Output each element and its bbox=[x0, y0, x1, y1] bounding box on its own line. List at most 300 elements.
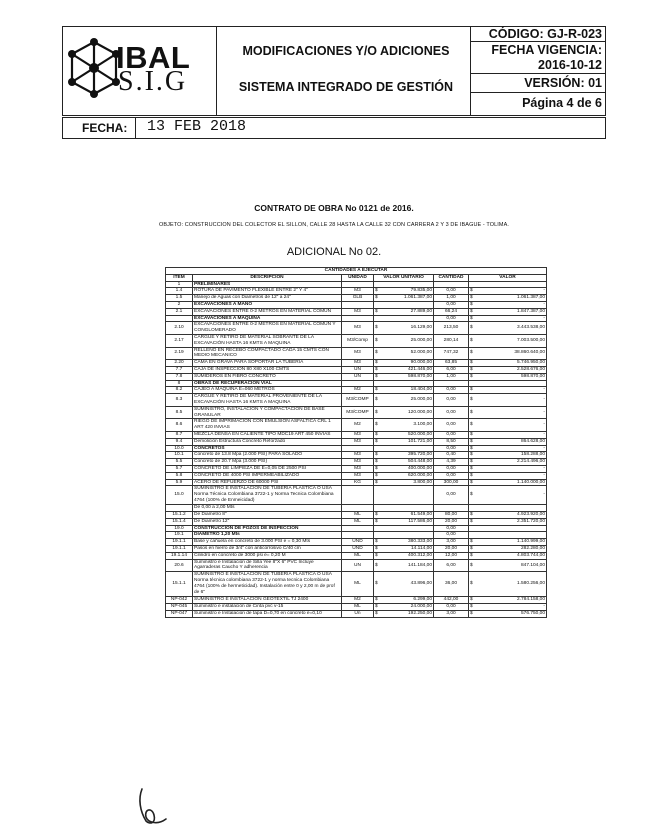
item-unit: KG bbox=[342, 479, 374, 486]
item-unit: M2 bbox=[342, 387, 374, 394]
currency-symbol: $ bbox=[375, 459, 378, 465]
item-unit-price bbox=[374, 431, 434, 438]
item-description: RELLENO EN RECEBO COMPACTADO CADA 15 CMTS CON MEDIO MECANICO bbox=[193, 347, 342, 360]
currency-symbol: $ bbox=[375, 562, 378, 568]
item-total bbox=[469, 505, 547, 512]
unit-price-value: 16.129,00 bbox=[410, 325, 432, 331]
item-unit-price bbox=[374, 610, 434, 617]
currency-symbol: $ bbox=[470, 373, 473, 379]
column-header: ITEM bbox=[166, 274, 193, 281]
unit-price-value: 117.586,00 bbox=[408, 518, 432, 524]
item-unit bbox=[342, 525, 374, 532]
item-unit-price bbox=[374, 281, 434, 288]
item-code: 5.9 bbox=[166, 479, 193, 486]
table-row bbox=[166, 472, 547, 479]
currency-symbol: $ bbox=[375, 479, 378, 485]
date-label: FECHA: bbox=[82, 121, 128, 135]
item-quantity: 0,00 bbox=[434, 301, 469, 308]
currency-symbol: $ bbox=[470, 597, 473, 603]
item-code: 8 bbox=[166, 380, 193, 387]
item-description: EXCAVACIONES ENTRE 0-2 METROS EN MATERIAL COMUN Y CONGLOMERADO bbox=[193, 322, 342, 335]
unit-price-value: 61.549,00 bbox=[410, 512, 432, 518]
currency-symbol: $ bbox=[375, 472, 378, 478]
unit-price-value: 24.000,00 bbox=[410, 604, 432, 610]
currency-symbol: $ bbox=[470, 350, 473, 356]
currency-symbol: $ bbox=[375, 597, 378, 603]
item-quantity: 1,00 bbox=[434, 295, 469, 302]
item-quantity: 0,00 bbox=[434, 394, 469, 407]
item-unit-price bbox=[374, 301, 434, 308]
item-code: NP-047 bbox=[166, 610, 193, 617]
item-unit-price bbox=[374, 288, 434, 295]
table-row bbox=[166, 559, 547, 572]
unit-price-value: 27.889,00 bbox=[410, 308, 432, 314]
item-code: NP-042 bbox=[166, 597, 193, 604]
item-description: Suministro e Instalacion de tapa D=0,70 en concreto e=0,10 bbox=[193, 610, 342, 617]
item-unit-price bbox=[374, 505, 434, 512]
item-total bbox=[469, 597, 547, 604]
contract-number: CONTRATO DE OBRA No 0121 de 2016. bbox=[254, 203, 414, 213]
item-unit-price bbox=[374, 308, 434, 315]
item-quantity: 4,39 bbox=[434, 459, 469, 466]
table-row bbox=[166, 347, 547, 360]
currency-symbol: $ bbox=[470, 431, 473, 437]
table-row bbox=[166, 546, 547, 553]
item-unit: M3 bbox=[342, 322, 374, 335]
unit-price-value: 25.000,00 bbox=[410, 337, 432, 343]
unit-price-value: 421.446,00 bbox=[407, 366, 432, 372]
total-value: 2.351.720,00 bbox=[516, 518, 545, 524]
item-description: CAMA EN GRAVA PARA SOPORTAR LA TUBERIA bbox=[193, 360, 342, 367]
currency-symbol: $ bbox=[470, 422, 473, 428]
item-unit-price bbox=[374, 525, 434, 532]
item-quantity: 0,00 bbox=[434, 465, 469, 472]
item-code: 2.17 bbox=[166, 334, 193, 347]
item-unit-price bbox=[374, 315, 434, 322]
item-total bbox=[469, 445, 547, 452]
item-unit: UN bbox=[342, 559, 374, 572]
item-description: ACERO DE REFUERZO DE 60000 PSI bbox=[193, 479, 342, 486]
unit-price-value: 620.000,00 bbox=[407, 472, 432, 478]
table-row bbox=[166, 315, 547, 322]
item-code: 7.8 bbox=[166, 373, 193, 380]
table-row bbox=[166, 539, 547, 546]
item-total bbox=[469, 380, 547, 387]
item-unit: M3 bbox=[342, 431, 374, 438]
total-value: - bbox=[543, 288, 545, 294]
item-code bbox=[166, 505, 193, 512]
item-quantity: 0,00 bbox=[434, 445, 469, 452]
item-unit-price bbox=[374, 604, 434, 611]
item-total bbox=[469, 459, 547, 466]
table-caption: CANTIDADES A EJECUTAR bbox=[166, 268, 547, 275]
total-value: - bbox=[543, 422, 545, 428]
item-unit bbox=[342, 505, 374, 512]
currency-symbol: $ bbox=[470, 337, 473, 343]
unit-price-value: 52.000,00 bbox=[410, 350, 432, 356]
document-subtitle: SISTEMA INTEGRADO DE GESTIÓN bbox=[238, 80, 454, 94]
table-row bbox=[166, 479, 547, 486]
item-description: CARGUE Y RETIRO DE MATERIAL PROVENIENTE DE LA EXCAVACIÓN HASTA 16 KMTS A MAQUINA bbox=[193, 394, 342, 407]
total-value: 1.061.387,00 bbox=[516, 295, 545, 301]
item-code: 9.4 bbox=[166, 438, 193, 445]
item-unit bbox=[342, 445, 374, 452]
total-value: 864.628,00 bbox=[520, 438, 545, 444]
item-quantity: 12,00 bbox=[434, 552, 469, 559]
item-code: NP-045 bbox=[166, 604, 193, 611]
item-quantity: 8,50 bbox=[434, 438, 469, 445]
item-code: 8.3 bbox=[166, 394, 193, 407]
item-quantity: 213,50 bbox=[434, 322, 469, 335]
table-row bbox=[166, 525, 547, 532]
currency-symbol: $ bbox=[375, 512, 378, 518]
table-row bbox=[166, 486, 547, 505]
item-unit: M3/COMP bbox=[342, 406, 374, 419]
item-quantity: 63,85 bbox=[434, 360, 469, 367]
item-unit bbox=[342, 281, 374, 288]
currency-symbol: $ bbox=[470, 366, 473, 372]
total-value: - bbox=[543, 445, 545, 451]
item-unit-price bbox=[374, 532, 434, 539]
item-unit-price bbox=[374, 406, 434, 419]
total-value: 2.784.158,00 bbox=[516, 597, 545, 603]
unit-price-value: 25.000,00 bbox=[410, 397, 432, 403]
unit-price-value: 6.299,00 bbox=[413, 597, 432, 603]
currency-symbol: $ bbox=[375, 360, 378, 366]
item-unit-price bbox=[374, 366, 434, 373]
unit-price-value: 79.835,00 bbox=[410, 288, 432, 294]
column-header: UNIDAD bbox=[342, 274, 374, 281]
item-quantity: 0,00 bbox=[434, 419, 469, 432]
item-code: 10.1 bbox=[166, 452, 193, 459]
total-value: 1.140.000,00 bbox=[516, 479, 545, 485]
currency-symbol: $ bbox=[470, 472, 473, 478]
currency-symbol: $ bbox=[470, 492, 473, 498]
total-value: 5.746.950,00 bbox=[516, 360, 545, 366]
item-quantity: 36,00 bbox=[434, 572, 469, 597]
handwritten-signature bbox=[136, 785, 170, 827]
currency-symbol: $ bbox=[470, 562, 473, 568]
item-total bbox=[469, 559, 547, 572]
item-total bbox=[469, 486, 547, 505]
currency-symbol: $ bbox=[470, 438, 473, 444]
total-value: 1.847.387,00 bbox=[516, 308, 545, 314]
item-code: 19.1 bbox=[166, 532, 193, 539]
item-total bbox=[469, 472, 547, 479]
item-unit-price bbox=[374, 452, 434, 459]
unit-price-value: 120.000,00 bbox=[407, 409, 432, 415]
item-total bbox=[469, 431, 547, 438]
item-total bbox=[469, 288, 547, 295]
item-unit: Un bbox=[342, 610, 374, 617]
item-code: 5.5 bbox=[166, 459, 193, 466]
item-code: 15.0 bbox=[166, 486, 193, 505]
table-row bbox=[166, 373, 547, 380]
currency-symbol: $ bbox=[470, 581, 473, 587]
table-header-row bbox=[166, 274, 547, 281]
currency-symbol: $ bbox=[470, 397, 473, 403]
table-row bbox=[166, 288, 547, 295]
item-unit-price bbox=[374, 465, 434, 472]
item-quantity: 280,14 bbox=[434, 334, 469, 347]
total-value: - bbox=[543, 301, 545, 307]
currency-symbol: $ bbox=[470, 295, 473, 301]
item-quantity: 0,00 bbox=[434, 406, 469, 419]
item-code: 2.19 bbox=[166, 347, 193, 360]
item-code: 2.10 bbox=[166, 322, 193, 335]
header-divider bbox=[470, 73, 605, 74]
effective-date: 2016-10-12 bbox=[538, 58, 602, 72]
contract-object: OBJETO: CONSTRUCCION DEL COLECTOR EL SILLON, CALLE 28 HASTA LA CALLE 32 CON CARRERA 2 Y 3 DE IBAGUE - TOLIMA. bbox=[159, 222, 509, 228]
table-row bbox=[166, 334, 547, 347]
item-total bbox=[469, 373, 547, 380]
item-unit: UND bbox=[342, 546, 374, 553]
total-value: 598.870,00 bbox=[520, 373, 545, 379]
item-unit bbox=[342, 486, 374, 505]
item-quantity: 1,00 bbox=[434, 373, 469, 380]
currency-symbol: $ bbox=[470, 409, 473, 415]
item-description: Base y cañuela en concreto de 3.000 PSI e = 0,30 Mts bbox=[193, 539, 342, 546]
item-unit-price bbox=[374, 438, 434, 445]
total-value: - bbox=[543, 604, 545, 610]
item-code: 19.1.14 bbox=[166, 552, 193, 559]
item-quantity bbox=[434, 505, 469, 512]
currency-symbol: $ bbox=[375, 422, 378, 428]
item-total bbox=[469, 334, 547, 347]
item-unit-price bbox=[374, 518, 434, 525]
column-header: CANTIDAD bbox=[434, 274, 469, 281]
item-quantity: 0,00 bbox=[434, 387, 469, 394]
logo-subtext: S.I.G bbox=[118, 66, 188, 97]
item-unit-price bbox=[374, 380, 434, 387]
item-total bbox=[469, 301, 547, 308]
unit-price-value: 18.404,00 bbox=[410, 387, 432, 393]
item-total bbox=[469, 604, 547, 611]
item-unit: M3 bbox=[342, 308, 374, 315]
total-value: 3.443.538,00 bbox=[516, 325, 545, 331]
currency-symbol: $ bbox=[470, 512, 473, 518]
item-unit: ML bbox=[342, 604, 374, 611]
item-code: 8.5 bbox=[166, 406, 193, 419]
currency-symbol: $ bbox=[375, 325, 378, 331]
item-code: 19.1.1 bbox=[166, 546, 193, 553]
table-row bbox=[166, 406, 547, 419]
column-header: VALOR bbox=[469, 274, 547, 281]
item-unit: UND bbox=[342, 539, 374, 546]
total-value: 1.580.256,00 bbox=[516, 581, 545, 587]
item-total bbox=[469, 610, 547, 617]
unit-price-value: 14.114,00 bbox=[411, 546, 432, 552]
item-quantity: 0,00 bbox=[434, 431, 469, 438]
currency-symbol: $ bbox=[375, 465, 378, 471]
currency-symbol: $ bbox=[470, 308, 473, 314]
item-total bbox=[469, 518, 547, 525]
currency-symbol: $ bbox=[375, 373, 378, 379]
table-row bbox=[166, 366, 547, 373]
currency-symbol: $ bbox=[470, 518, 473, 524]
total-value: 282.280,00 bbox=[520, 546, 545, 552]
currency-symbol: $ bbox=[470, 604, 473, 610]
item-code: 20.6 bbox=[166, 559, 193, 572]
item-unit-price bbox=[374, 419, 434, 432]
table-row bbox=[166, 459, 547, 466]
header-divider bbox=[470, 41, 605, 42]
table-row bbox=[166, 419, 547, 432]
item-code: 1 bbox=[166, 281, 193, 288]
unit-price-value: 400.000,00 bbox=[407, 465, 432, 471]
currency-symbol: $ bbox=[470, 452, 473, 458]
item-unit: M2 bbox=[342, 597, 374, 604]
addendum-title: ADICIONAL No 02. bbox=[286, 246, 382, 258]
item-description: RIEGO DE IMPRIMACION CON EMULSION ASFALTICA CRL 1 ART 420 INVIAS bbox=[193, 419, 342, 432]
item-unit bbox=[342, 380, 374, 387]
item-description: CAJEO A MAQUINA E=060 METROS bbox=[193, 387, 342, 394]
unit-price-value: 598.870,00 bbox=[407, 373, 432, 379]
item-unit: M3 bbox=[342, 288, 374, 295]
currency-symbol: $ bbox=[375, 604, 378, 610]
item-description: Concreto de 13.8 Mpa (2.000 PSI) PARA SOLADO bbox=[193, 452, 342, 459]
item-code bbox=[166, 315, 193, 322]
item-quantity: 0,00 bbox=[434, 315, 469, 322]
table-row bbox=[166, 322, 547, 335]
item-unit-price bbox=[374, 486, 434, 505]
unit-price-value: 380.333,00 bbox=[407, 539, 432, 545]
item-quantity: 0,40 bbox=[434, 452, 469, 459]
item-total bbox=[469, 360, 547, 367]
total-value: - bbox=[543, 431, 545, 437]
table-row bbox=[166, 532, 547, 539]
item-code: 8.7 bbox=[166, 431, 193, 438]
item-unit-price bbox=[374, 459, 434, 466]
currency-symbol: $ bbox=[375, 308, 378, 314]
unit-price-value: 400.312,00 bbox=[407, 552, 432, 558]
unit-price-value: 141.184,00 bbox=[407, 562, 432, 568]
currency-symbol: $ bbox=[470, 325, 473, 331]
item-total bbox=[469, 512, 547, 519]
header-divider bbox=[470, 26, 471, 116]
item-description: Pasos en hierro de 3/4" con anticorrosivo C/40 cm bbox=[193, 546, 342, 553]
item-description: SUMINISTRO E INSTALACION DE TUBERIA PLASTICA O USA Norma Técnica Colombiana 3722-1 y Norma Tecnica Colombiana 4764 (100% de Enmeicidad) bbox=[193, 486, 342, 505]
item-description: CAJA DE INSPECCIÓN 80 X80 X100 CMTS bbox=[193, 366, 342, 373]
item-total bbox=[469, 366, 547, 373]
item-code: 19.0 bbox=[166, 525, 193, 532]
item-description: Concreto de 20.7 Mpa (3.000 PSI) bbox=[193, 459, 342, 466]
currency-symbol: $ bbox=[375, 431, 378, 437]
item-description: PRELIMINARES bbox=[193, 281, 342, 288]
currency-symbol: $ bbox=[470, 445, 473, 451]
item-unit-price bbox=[374, 445, 434, 452]
item-unit-price bbox=[374, 322, 434, 335]
item-unit: M3 bbox=[342, 360, 374, 367]
item-total bbox=[469, 387, 547, 394]
item-code: 1.4 bbox=[166, 288, 193, 295]
currency-symbol: $ bbox=[470, 360, 473, 366]
item-unit-price bbox=[374, 334, 434, 347]
item-total bbox=[469, 322, 547, 335]
item-code: 2 bbox=[166, 301, 193, 308]
item-quantity: 0,00 bbox=[434, 486, 469, 505]
page-number: Página 4 de 6 bbox=[522, 96, 602, 110]
item-total bbox=[469, 315, 547, 322]
item-total bbox=[469, 394, 547, 407]
item-unit-price bbox=[374, 347, 434, 360]
table-row bbox=[166, 597, 547, 604]
item-quantity bbox=[434, 380, 469, 387]
currency-symbol: $ bbox=[470, 610, 473, 616]
logo-text: IBAL bbox=[116, 40, 191, 75]
document-title: MODIFICACIONES Y/O ADICIONES bbox=[242, 44, 450, 58]
item-quantity: 747,32 bbox=[434, 347, 469, 360]
item-unit: M3 bbox=[342, 347, 374, 360]
currency-symbol: $ bbox=[375, 288, 378, 294]
item-unit-price bbox=[374, 559, 434, 572]
item-description: SUMINISTRO E INSTALACION DE TUBERIA PLASTICA O USA Norma técnica colombiana 3722-1 y norma tecnica Colombiana 4764 (100% de hermeticidad). Instalación entre 0 y 2,00 m de prof de 6" bbox=[193, 572, 342, 597]
item-code: 15.1.1 bbox=[166, 572, 193, 597]
item-unit bbox=[342, 532, 374, 539]
item-unit-price bbox=[374, 295, 434, 302]
item-unit-price bbox=[374, 512, 434, 519]
item-description: MEZCLA DENSA EN CALIENTE TIPO MDC19 ART 450 INVIAS bbox=[193, 431, 342, 438]
item-quantity: 66,24 bbox=[434, 308, 469, 315]
unit-price-value: 3.800,00 bbox=[413, 479, 432, 485]
item-description: De Diametro 12" bbox=[193, 518, 342, 525]
item-description: SUMINISTRO E INSTALACION GEOTEXTIL TJ 2400 bbox=[193, 597, 342, 604]
item-total bbox=[469, 525, 547, 532]
item-code: 8.2 bbox=[166, 387, 193, 394]
item-description: CONCRETO DE 4000 PSI IMPERMEABILIZADO bbox=[193, 472, 342, 479]
item-description: CONCRETOS bbox=[193, 445, 342, 452]
item-unit: M3 bbox=[342, 459, 374, 466]
total-value: - bbox=[543, 465, 545, 471]
item-description: DIAMETRO 1,20 Mts bbox=[193, 532, 342, 539]
item-description: Manejo de Aguas con Diametros de 12" a 24" bbox=[193, 295, 342, 302]
item-unit-price bbox=[374, 552, 434, 559]
item-code: 19.1.1 bbox=[166, 539, 193, 546]
item-unit: UN bbox=[342, 373, 374, 380]
table-row bbox=[166, 518, 547, 525]
table-row bbox=[166, 360, 547, 367]
currency-symbol: $ bbox=[470, 539, 473, 545]
item-quantity: 0,00 bbox=[434, 604, 469, 611]
item-quantity: 300,00 bbox=[434, 479, 469, 486]
total-value: - bbox=[543, 315, 545, 321]
currency-symbol: $ bbox=[375, 337, 378, 343]
item-unit: M3 bbox=[342, 438, 374, 445]
item-total bbox=[469, 281, 547, 288]
currency-symbol: $ bbox=[375, 546, 378, 552]
item-description: Suministro e Instalacion de Silla Yee 8"X 6" PVC Incluye Agarraderas Caucho Y adherencia bbox=[193, 559, 342, 572]
item-unit: ML bbox=[342, 518, 374, 525]
item-total bbox=[469, 295, 547, 302]
total-value: 2.528.676,00 bbox=[516, 366, 545, 372]
total-value: 4.923.920,00 bbox=[516, 512, 545, 518]
currency-symbol: $ bbox=[470, 301, 473, 307]
table-row bbox=[166, 301, 547, 308]
item-quantity: 442,00 bbox=[434, 597, 469, 604]
currency-symbol: $ bbox=[470, 315, 473, 321]
item-total bbox=[469, 539, 547, 546]
item-code: 2.1 bbox=[166, 308, 193, 315]
item-quantity: 3,00 bbox=[434, 539, 469, 546]
total-value: 7.003.500,00 bbox=[516, 337, 545, 343]
currency-symbol: $ bbox=[375, 581, 378, 587]
header-divider bbox=[470, 92, 605, 93]
item-quantity: 0,00 bbox=[434, 525, 469, 532]
item-unit: ML bbox=[342, 512, 374, 519]
item-unit-price bbox=[374, 360, 434, 367]
table-row bbox=[166, 308, 547, 315]
currency-symbol: $ bbox=[375, 295, 378, 301]
